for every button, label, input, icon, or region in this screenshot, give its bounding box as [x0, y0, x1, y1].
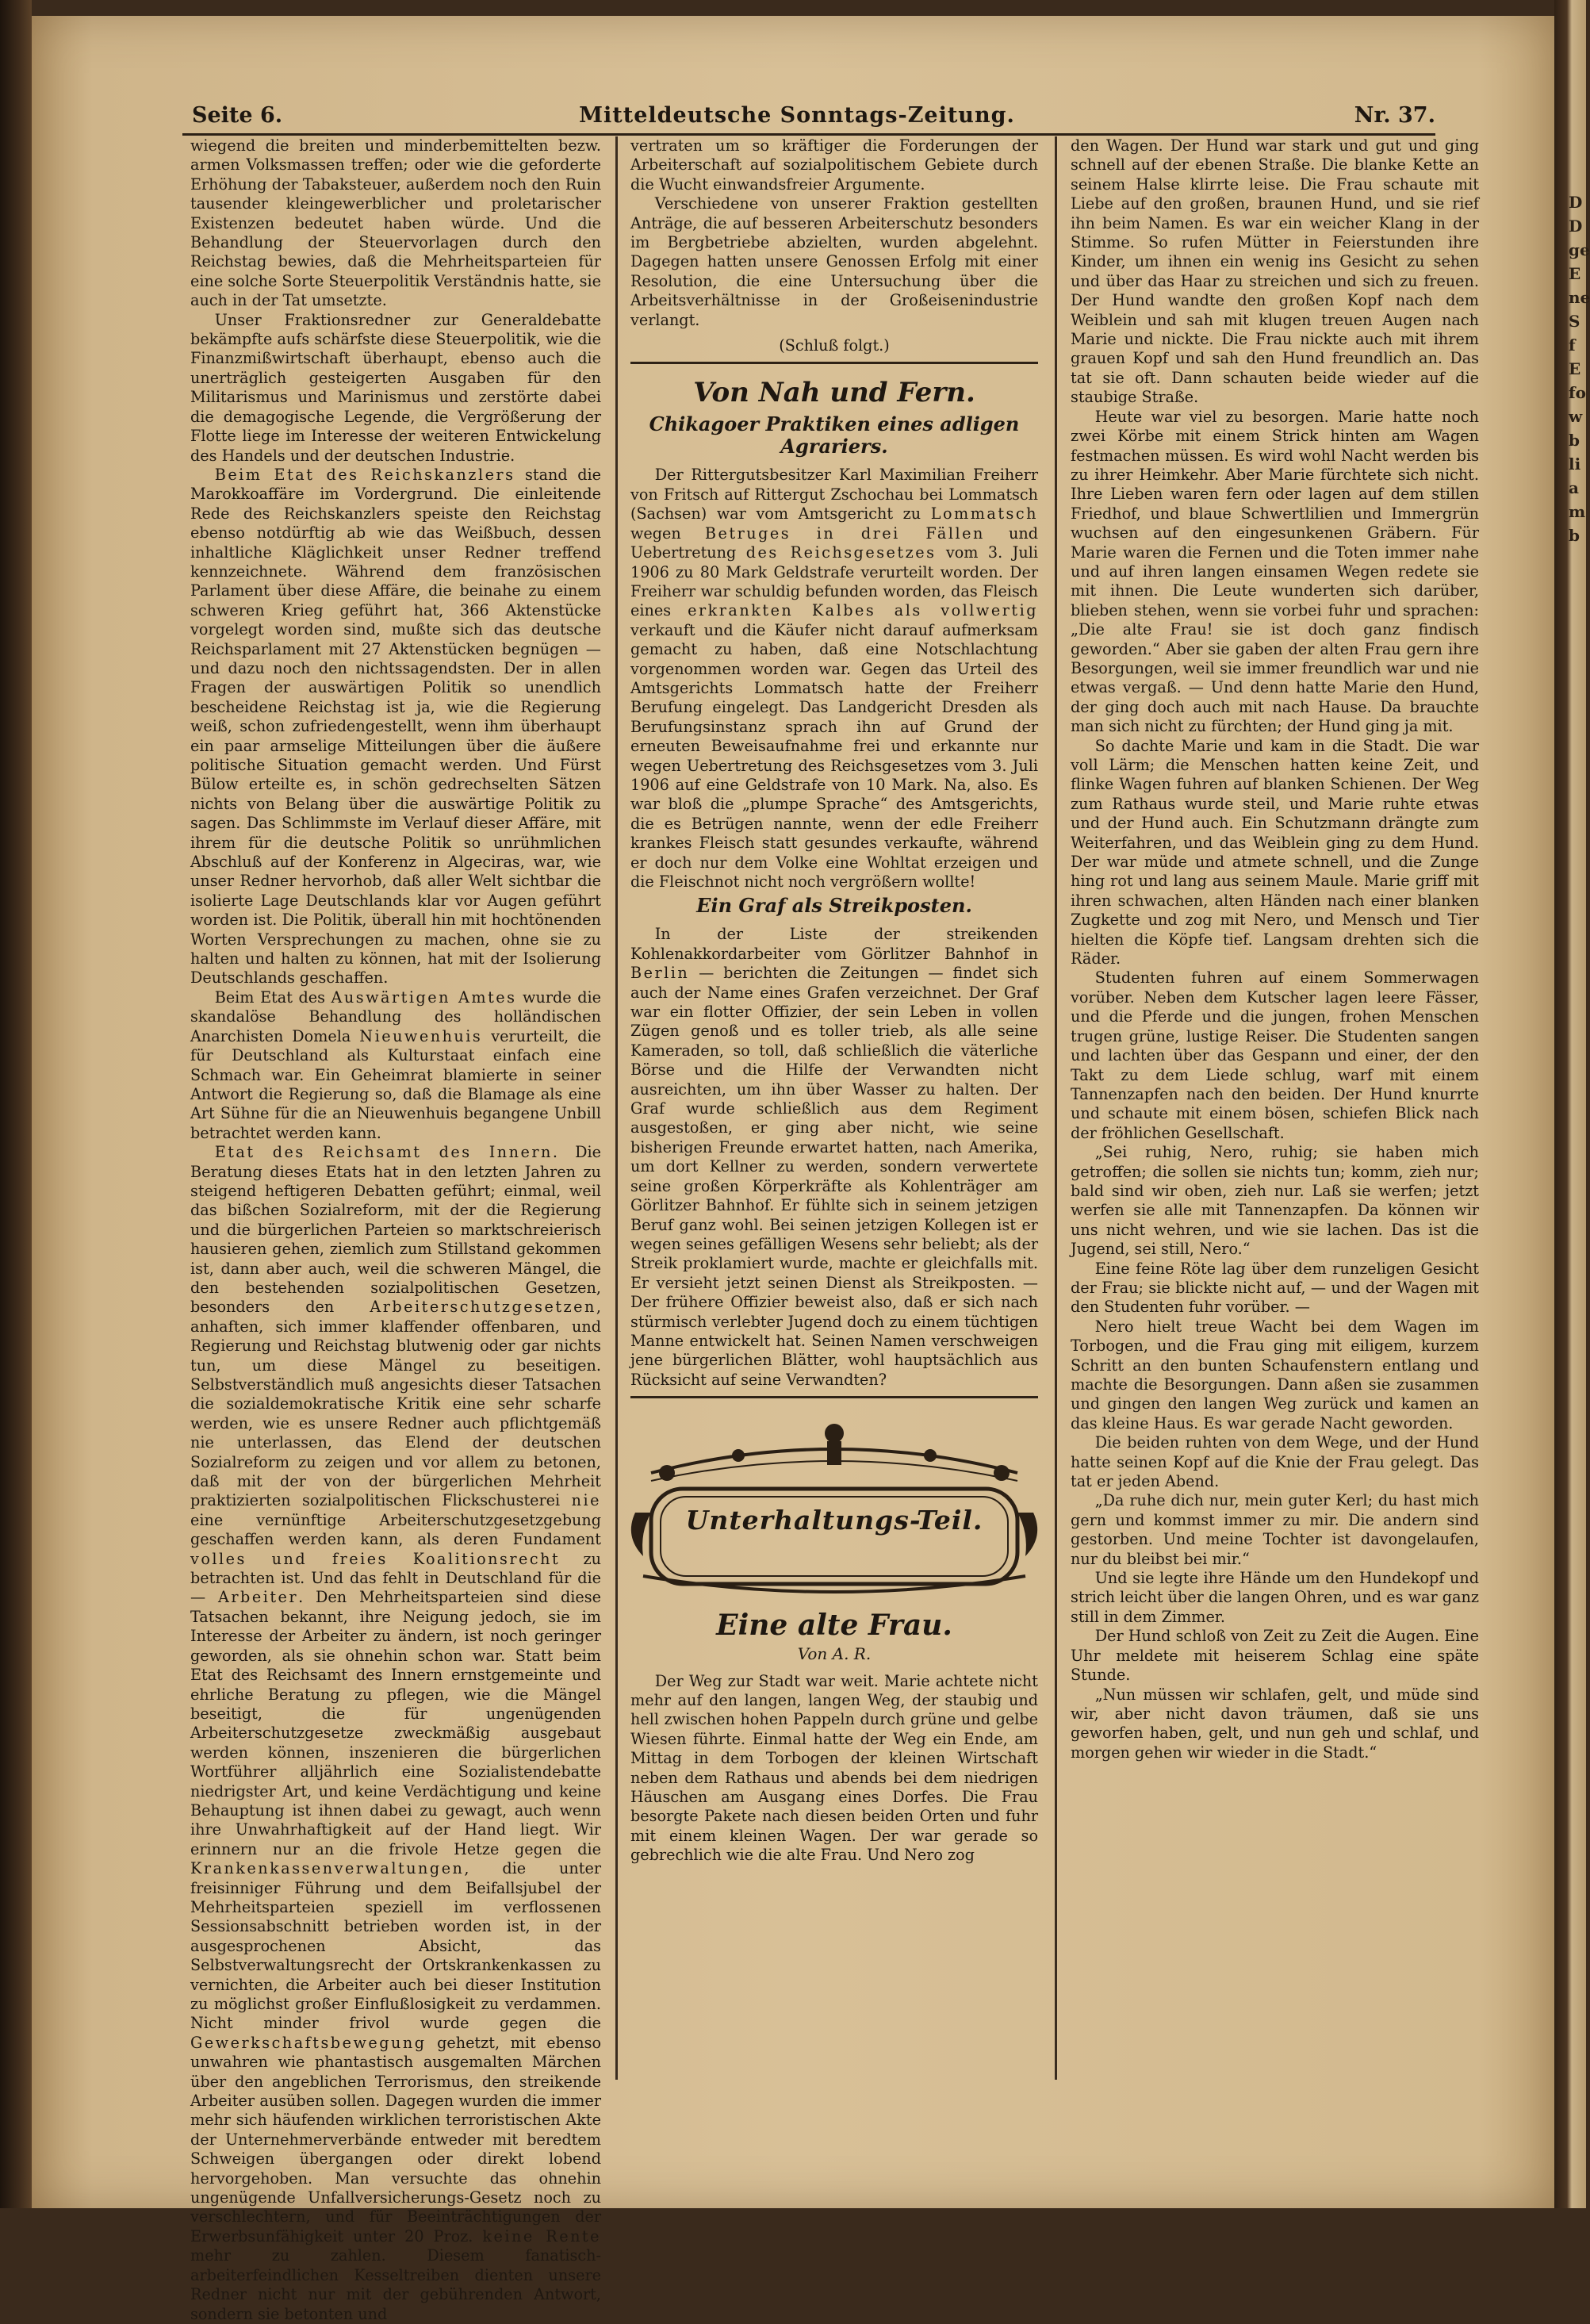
edge-fragment-line: w [1569, 407, 1583, 426]
edge-fragment-line: S [1569, 312, 1580, 331]
text-run: zu betrachten ist. Und das fehlt in Deutschland für die — [190, 1549, 601, 1607]
paragraph: vertraten um so kräftiger die Forderungen der Arbeiterschaft auf sozialpolitischem Gebiete durch die Wucht einwandsfreier Argumente. [630, 136, 1038, 194]
paragraph: Verschiedene von unserer Fraktion gestellten Anträge, die auf besseren Arbeiterschutz besonders im Bergbetriebe abzielten, wurden abgelehnt. Dagegen hatten unsere Genossen Erfolg mit einer Resolution, die eine Untersuchung über die Arbeitsverhältnisse in der Großeisenindustrie verlangt. [630, 194, 1038, 329]
paragraph [190, 988, 601, 1143]
text-run: vom 3. Juli 1906 zu 80 Mark Geldstrafe verurteilt worden. Der Freiherr war schuldig befunden worden, das Fleisch eines [630, 543, 1038, 620]
spaced-emphasis: Betruges in drei Fällen [704, 523, 985, 543]
text-run: In der Liste der streikenden Kohlenakkordarbeiter vom Görlitzer Bahnhof in [630, 925, 1038, 963]
edge-fragment-line: ge [1569, 240, 1590, 259]
spaced-emphasis: Arbeiter [218, 1588, 299, 1607]
spaced-emphasis: Auswärtigen Amtes [331, 988, 517, 1007]
story-byline: Von A. R. [797, 1644, 872, 1664]
column-divider [615, 136, 618, 2080]
paragraph [190, 1143, 601, 2324]
paragraph: Die beiden ruhten von dem Wege, und der Hund hatte seinen Kopf auf die Knie der Frau gelegt. Das tat er jeden Abend. [1071, 1433, 1479, 1491]
spaced-emphasis: Lommatsch [930, 504, 1038, 523]
paragraph: Eine feine Röte lag über dem runzeligen Gesicht der Frau; sie blickte nicht auf, — und der Wagen mit den Studenten fuhr vorüber. — [1071, 1259, 1479, 1317]
section-rule [630, 1396, 1038, 1398]
section-title: Von Nah und Fern. [693, 377, 975, 409]
text-run: verurteilt, die für Deutschland als Kulturstaat einfach eine Schmach war. Ein Geheimrat blamierte in seiner Antwort die Regierung so, daß die Blamage als eine Art Sühne für die an Nieuwenhuis begangene Unbill betrachtet werden kann. [190, 1026, 601, 1142]
edge-fragment-line: D [1569, 217, 1583, 236]
text-run: — berichten die Zeitungen — findet sich auch der Name eines Grafen verzeichnet. Der Graf war ein flotter Offizier, der sein Leben in vollen Zügen genoß und es toller trieb, als alle seine Kameraden, so toll, daß schließlich die väterliche Börse und die Hilfe der Verwandten nicht ausreichten, um ihn über Wasser zu halten. Der Graf wurde schließlich aus dem Regiment ausgestoßen, er ging aber nicht, wie seine bisherigen Freunde erwartet hatten, nach Amerika, um dort Kellner zu werden, sondern verwertete seine großen Körperkräfte als Kohlenträger am Görlitzer Bahnhof. Er fühlte sich in seinem jetzigen Beruf ganz wohl. Bei seinen jetzigen Kollegen ist er wegen seines gefälligen Wesens sehr beliebt; als der Streik proklamiert wurde, machte er gleichfalls mit. Er versieht jetzt seinen Dienst als Streikposten. — Der frühere Offizier beweist also, daß er sich nach stürmisch verlebter Jugend doch zu einem tüchtigen Manne entwickelt hat. Seinen Namen verschweigen jene bürgerlichen Blätter, wohl hauptsächlich aus Rücksicht auf seine Verwandten? [630, 964, 1038, 1389]
edge-fragment-line: b [1569, 526, 1580, 545]
newspaper-title: Mitteldeutsche Sonntags-Zeitung. [579, 103, 1015, 128]
paragraph: So dachte Marie und kam in die Stadt. Die war voll Lärm; die Menschen hatten keine Zeit, und flinke Wagen fuhren auf blanken Schienen. Der Weg zum Rathaus wurde steil, und Marie ruhte etwas und der Hund auch. Ein Schutzmann drängte zum Weiterfahren, und das Weiblein ging zu dem Hund. Der war müde und atmete schnell, und die Zunge hing rot und lang aus seinem Maule. Marie griff mit ihren schwachen, alten Händen nach einer blanken Zugkette und zog mit Nero, und Mensch und Tier hielten die Köpfe tief. Langsam drehten sich die Räder. [1071, 736, 1479, 968]
text-run: wegen [630, 523, 705, 543]
text-run: . Den Mehrheitsparteien sind diese Tatsachen bekannt, ihre Neigung jedoch, sie im Interesse der Arbeiter zu ändern, ist noch geringer geworden, als sie ohnehin schon war. Statt beim Etat des Reichsamt des Innern ernstgemeinte und ehrliche Beratung zu pflegen, wie die Mängel beseitigt, die für ungenügenden Arbeiterschutzgesetze zweckmäßig ausgebaut werden können, inszenieren die bürgerlichen Wortführer alljährlich eine Sozialistendebatte niedrigster Art, und keine Verdächtigung und keine Behauptung ist ihnen dabei zu gewagt, auch wenn ihre Unwahrhaftigkeit auf der Hand liegt. Wir erinnern nur an die frivole Hetze gegen die [190, 1588, 601, 1858]
edge-fragment-line: ne [1569, 288, 1590, 307]
paragraph: den Wagen. Der Hund war stark und gut und ging schnell auf der ebenen Straße. Die blanke Kette an seinem Halse klirrte leise. Die Frau schaute mit Liebe auf den großen, braunen Hund, und sie rief ihn beim Namen. Es war ein weicher Klang in der Stimme. So rufen Mütter in Feierstunden ihre Kinder, um ihnen ein wenig ins Gesicht zu sehen und über das Haar zu streichen und sich zu freuen. Der Hund wandte den großen Kopf nach dem Weiblein und sah mit klugen treuen Augen nach Marie und nickte. Die Frau nickte auch mit ihrem grauen Kopf und sah den Hund freundlich an. Das tat sie oft. Dann schauten beide wieder auf die staubige Straße. [1071, 136, 1479, 407]
paragraph: Studenten fuhren auf einem Sommerwagen vorüber. Neben dem Kutscher lagen leere Fässer, und die Pferde und die jungen, frohen Menschen trugen grüne, lustige Reiser. Die Studenten sangen und lachten über das Gespann und einer, der den Takt zu dem Liede schlug, warf mit einem Tannenzapfen nach den beiden. Der Hund knurrte und schaute mit einem bösen, schiefen Blick nach der fröhlichen Gesellschaft. [1071, 968, 1479, 1142]
spaced-emphasis: nie [571, 1491, 601, 1510]
text-run: Beim Etat des [214, 988, 331, 1007]
edge-fragment-line: E [1569, 359, 1581, 378]
spaced-emphasis: keine Rente [482, 2226, 601, 2245]
edge-fragment-line: b [1569, 431, 1580, 450]
text-run: verkauft und die Käufer nicht darauf aufmerksam gemacht zu haben, daß eine Notschlachtung vorgenommen worden war. Gegen das Urteil des Amtsgerichts Lommatsch hatte der Freiherr Berufung eingelegt. Das Landgericht Dresden als Berufungsinstanz sprach ihn auf Grund der erneuten Beweisaufnahme frei und erkannte nur wegen Uebertretung des Reichsgesetzes vom 3. Juli 1906 auf eine Geldstrafe von 10 Mark. Na, also. Es war bloß die „plumpe Sprache“ des Amtsgerichts, die es Betrügen nannte, wenn der edle Freiherr krankes Fleisch statt gesundes verkaufte, während er doch nur dem Volke eine Wohltat erzeigen und die Fleischnot nicht noch vergrößern wollte! [630, 620, 1038, 891]
paragraph: Und sie legte ihre Hände um den Hundekopf und strich leicht über die langen Ohren, und es war ganz still in dem Zimmer. [1071, 1569, 1479, 1626]
section-rule [630, 362, 1038, 364]
paragraph: Der Weg zur Stadt war weit. Marie achtete nicht mehr auf den langen, langen Weg, der staubig und hell zwischen hohen Pappeln durch grüne und gelbe Wiesen führte. Einmal hatte der Weg ein Ende, am Mittag in dem Torbogen der kleinen Wirtschaft neben dem Rathaus und abends bei dem niedrigen Häuschen am Ausgang eines Dorfes. Die Frau besorgte Pakete nach diesen beiden Orten und fuhr mit einem kleinen Wagen. Der war gerade so gebrechlich wie die alte Frau. Und Nero zog [630, 1671, 1038, 1865]
text-run: mehr zu zahlen. Diesem fanatisch-arbeiterfeindlichen Kesseltreiben dienten unsere Redner nicht nur mit der gebührenden Antwort, sondern sie betonten und [190, 2246, 601, 2323]
paragraph: „Nun müssen wir schlafen, gelt, und müde sind wir, aber nicht davon träumen, daß sie uns geworfen haben, gelt, und nun geh und schlaf, und morgen gehen wir wieder in die Stadt.“ [1071, 1685, 1479, 1762]
paragraph: wiegend die breiten und minderbemittelten bezw. armen Volksmassen treffen; oder wie die geforderte Erhöhung der Tabaksteuer, außerdem noch den Ruin tausender kleingewerblicher und proletarischer Existenzen bedeutet haben würde. Und die Behandlung der Steuervorlagen durch den Reichstag bewies, daß die Mehrheitsparteien für eine solche Sorte Steuerpolitik Verständnis hatte, sie auch in der Tat umsetzte. [190, 136, 602, 310]
page-number: Seite 6. [192, 103, 283, 128]
paragraph: „Sei ruhig, Nero, ruhig; sie haben mich getroffen; die sollen sie nichts tun; komm, zieh nur; bald sind wir oben, zieh nur. Laß sie werfen; jetzt werfen sie alle mit Tannenzapfen. Da können wir uns nicht wehren, und wie sie lachen. Das ist die Jugend, sei still, Nero.“ [1071, 1143, 1479, 1259]
edge-fragment-line: f [1569, 336, 1576, 355]
paragraph: Der Hund schloß von Zeit zu Zeit die Augen. Eine Uhr meldete mit heiserem Schlag eine späte Stunde. [1071, 1627, 1479, 1685]
spaced-emphasis: Berlin [630, 964, 690, 983]
spaced-emphasis: Nieuwenhuis [359, 1026, 483, 1045]
continued-note: (Schluß folgt.) [779, 336, 890, 355]
adjacent-page-fragment [1569, 190, 1590, 547]
adjacent-page-edge [1554, 0, 1590, 2208]
spaced-emphasis: des Reichsgesetzes [745, 543, 937, 562]
spaced-emphasis: Etat des Reichsamt des Innern. [214, 1143, 560, 1162]
paragraph [190, 466, 601, 988]
column-divider [1055, 136, 1057, 2080]
text-run: gehetzt, mit ebenso unwahren wie phantastisch ausgemalten Märchen über den angeblichen Terrorismus, den streikende Arbeiter ausüben sollen. Dagegen wurden die immer mehr sich häufenden wirklichen terroristischen Akte der Unternehmerverbände entweder mit beredtem Schweigen übergangen oder direkt lobend hervorgehoben. Man versuchte das ohnehin ungenügende Unfallversicherungs-Gesetz noch zu verschlechtern, und für Beeinträchtigungen der Erwerbsunfähigkeit unter 20 Proz. [190, 2033, 601, 2245]
text-run: Die Beratung dieses Etats hat in den letzten Jahren zu steigend heftigeren Debatten geführt; einmal, weil das bißchen Sozialreform, mit der die Regierung und die bürgerlichen Parteien so marktschreierisch hausieren gehen, ziemlich zum Stillstand gekommen ist, dann aber auch, weil die schweren Mängel, die den bestehenden sozialpolitischen Gesetzen, besonders den [190, 1143, 601, 1317]
column-2 [630, 136, 1038, 2096]
spaced-emphasis: erkrankten Kalbes als vollwertig [688, 601, 1038, 620]
column-3 [1071, 136, 1479, 2096]
edge-fragment-line: a [1569, 478, 1579, 497]
page-header [159, 103, 1435, 132]
issue-number: Nr. 37. [1354, 103, 1435, 128]
article-title: Ein Graf als Streikposten. [696, 894, 972, 918]
spaced-emphasis: Beim Etat des Reichskanzlers [214, 465, 515, 484]
edge-fragment-line: fo [1569, 383, 1586, 402]
text-run: stand die Marokkoaffäre im Vordergrund. Die einleitende Rede des Reichskanzlers speiste den Reichstag ebenso notdürftig ab wie das Weißbuch, dessen inhaltliche Kläglichkeit unser Redner treffend kennzeichnete. Während dem französischen Parlament über diese Affäre, die beinahe zu einem schweren Krieg geführt hat, 366 Aktenstücke vorgelegt worden sind, mußte sich das deutsche Reichsparlament mit 27 Aktenstücken begnügen — und dazu noch den nichtssagendsten. Der in allen Fragen der auswärtigen Politik so unendlich bescheidene Reichstag ist ja, wie die Regierung weiß, schon zufriedengestellt, wenn ihm überhaupt ein paar armselige Mitteilungen über die äußere politische Situation gemacht werden. Und Fürst Bülow erteilte es, in schön gedrechselten Sätzen nichts von Belang über die auswärtige Politik zu sagen. Das Schlimmste im Verlauf dieser Affäre, mit ihrem für die deutsche Politik so unrühmlichen Abschluß auf der Konferenz in Algeciras, war, wie unser Redner hervorhob, daß aller Welt sichtbar die isolierte Lage Deutschlands klar vor Augen geführt worden ist. Die Politik, überall hin mit hochtönenden Worten Versprechungen zu machen, ohne sie zu halten und halten zu können, hat mit der Isolierung Deutschlands geschaffen. [190, 465, 601, 988]
header-rule [182, 133, 1435, 136]
text-run: , die unter freisinniger Führung und dem Beifallsjubel der Mehrheitsparteien speziell im verflossenen Sessionsabschnitt betrieben worden ist, in der ausgesprochenen Absicht, das Selbstverwaltungsrecht der Ortskrankenkassen zu vernichten, die Arbeiter auch bei dieser Institution zu möglichst großer Einflußlosigkeit zu verdammen. Nicht minder frivol wurde gegen die [190, 1859, 601, 2033]
paragraph: Nero hielt treue Wacht bei dem Wagen im Torbogen, und die Frau ging mit eiligem, kurzem Schritt an den bunten Schaufenstern entlang und machte die Besorgungen. Dann aßen sie zusammen und gingen den langen Weg zurück und kamen an das kleine Haus. Es war gerade Nacht geworden. [1071, 1317, 1479, 1432]
text-run: wurde die skandalöse Behandlung des holländischen Anarchisten Domela [190, 988, 601, 1045]
spaced-emphasis: volles und freies Koalitionsrecht [190, 1549, 561, 1568]
paragraph: „Da ruhe dich nur, mein guter Kerl; du hast mich gern und kommst immer zu mir. Die andern sind gestorben. Und meine Tochter ist davongelaufen, nur du bleibst bei mir.“ [1071, 1491, 1479, 1568]
edge-fragment-line: E [1569, 264, 1581, 283]
ornamental-banner [619, 1417, 1049, 1600]
story-title: Eine alte Frau. [716, 1609, 952, 1643]
paragraph [630, 925, 1038, 1390]
paragraph: Unser Fraktionsredner zur Generaldebatte bekämpfte aufs schärfste diese Steuerpolitik, wie die Finanzmißwirtschaft überhaupt, ebenso auch die unerträglich gesteigerten Ausgaben für den Militarismus und Marinismus und zerstörte dabei die demagogische Legende, die Vergrößerung der Flotte liege im Interesse der weiteren Entwickelung des Handels und der deutschen Industrie. [190, 310, 601, 465]
banner-title: Unterhaltungs-Teil. [685, 1505, 983, 1536]
book-binding [0, 0, 32, 2208]
paragraph [630, 466, 1038, 892]
edge-fragment-line: li [1569, 454, 1581, 474]
text-run: eine vernünftige Arbeiterschutzgesetzgebung geschaffen werden kann, als deren Fundament [190, 1510, 601, 1549]
text-run: , anhaften, sich immer klaffender offenbaren, und Regierung und Reichstag blutwenig oder gar nichts tun, um diese Mängel zu beseitigen. Selbstverständlich muß angesichts dieser Tatsachen die sozialdemokratische Kritik eine sehr scharfe werden, wie es unsere Redner auch pflichtgemäß nie unterlassen, das Elend der deutschen Sozialreform zu zeigen und vor allem zu betonen, daß mit der von der bürgerlichen Mehrheit praktizierten sozialpolitischen Flickschusterei [190, 1298, 601, 1510]
spaced-emphasis: Krankenkassenverwaltungen [190, 1859, 465, 1878]
text-run: Der Rittergutsbesitzer Karl Maximilian Freiherr von Fritsch auf Rittergut Zschochau bei Lommatsch (Sachsen) war vom Amtsgericht zu [630, 466, 1038, 523]
spaced-emphasis: Arbeiterschutzgesetzen [370, 1298, 596, 1317]
column-1 [190, 136, 602, 2323]
edge-fragment-line: D [1569, 193, 1583, 212]
edge-fragment-line: m [1569, 502, 1586, 521]
article-title: Chikagoer Praktiken eines adligen Agrariers. [649, 412, 1020, 458]
spaced-emphasis: Gewerkschaftsbewegung [190, 2033, 427, 2052]
paragraph: Heute war viel zu besorgen. Marie hatte noch zwei Körbe mit einem Strick hinten am Wagen festmachen müssen. Es wird wohl Nacht werden bis zu ihrer Heimkehr. Aber Marie fürchtete sich nicht. Ihre Lieben waren fern oder lagen auf dem stillen Friedhof, und blaue Schwertlilien und Immergrün wuchsen auf den eingesunkenen Gräbern. Für Marie waren die Fernen und die Toten immer nahe und auf ihren langen einsamen Wegen redete sie mit ihnen. Die Leute wunderten sich darüber, blieben stehen, wenn sie vorbei fuhr und sprachen: „Die alte Frau! sie ist doch ganz findisch geworden.“ Aber sie gaben der alten Frau gern ihre Besorgungen, weil sie immer freundlich war und nie etwas vergaß. — Und denn hatte Marie den Hund, der ging doch auch mit nach Hause. Da brauchte man sich nicht zu fürchten; der Hund ging ja mit. [1071, 407, 1479, 736]
text-run: und Uebertretung [630, 523, 1038, 562]
